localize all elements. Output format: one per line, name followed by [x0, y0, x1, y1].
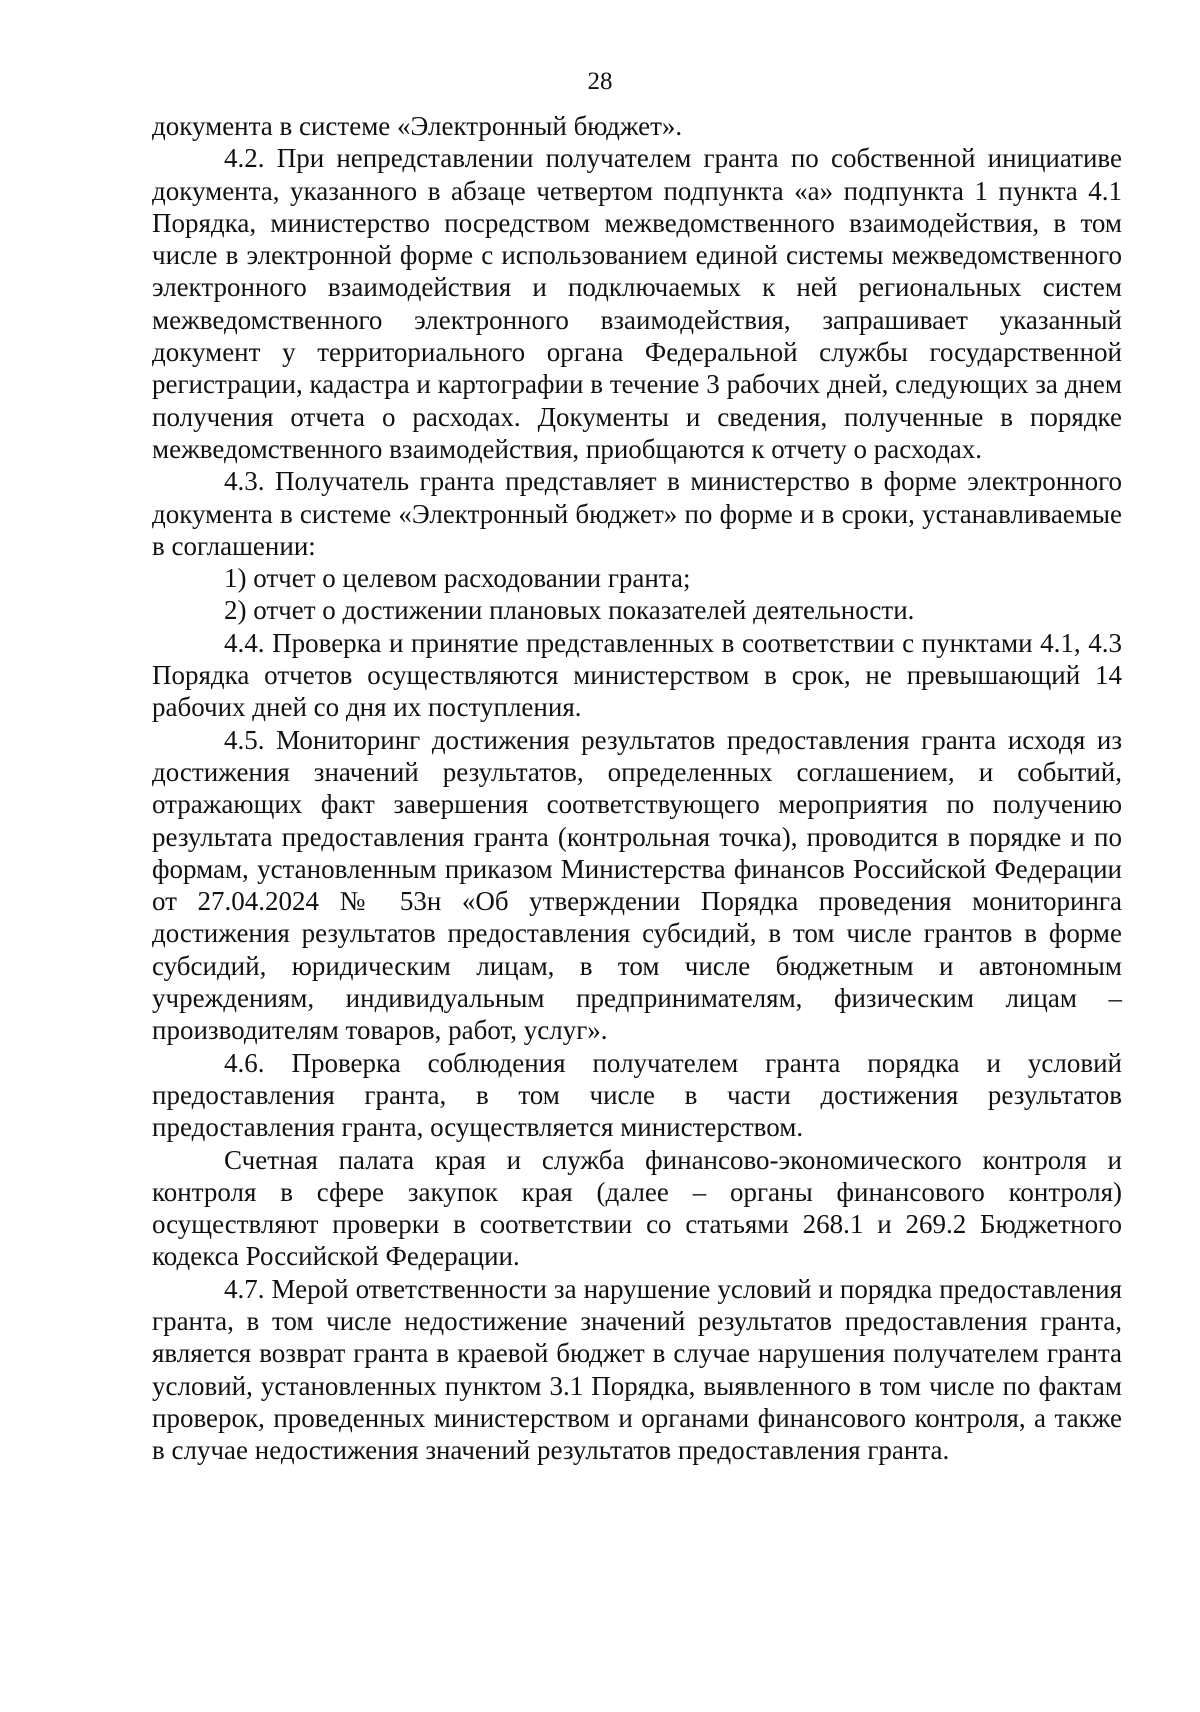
paragraph-4-4: 4.4. Проверка и принятие представленных в соответствии с пунктами 4.1, 4.3 Порядка отчетов осуществляются министерством в срок, не превышающий 14 рабочих дней со дня их поступления. [152, 627, 1122, 723]
paragraph-audit-chamber: Счетная палата края и служба финансово-экономического контроля и контроля в сфере закупок края (далее – органы финансового контроля) осуществляют проверки в соответствии со статьями 268.1 и 269.2 Бюджетного кодекса Российской Федерации. [152, 1144, 1122, 1272]
list-item-2: 2) отчет о достижении плановых показателей деятельности. [224, 595, 915, 626]
list-item-1: 1) отчет о целевом расходовании гранта; [224, 563, 691, 594]
paragraph-4-7: 4.7. Мерой ответственности за нарушение условий и порядка предоставления гранта, в том числе недостижение значений результатов предоставления гранта, является возврат гранта в краевой бюджет в случае нарушения получателем гранта условий, установленных пунктом 3.1 Порядка, выявленного в том числе по фактам проверок, проведенных министерством и органами финансового контроля, а также в случае недостижения значений результатов предоставления гранта. [152, 1273, 1122, 1466]
paragraph-4-5: 4.5. Мониторинг достижения результатов предоставления гранта исходя из достижения значений результатов, определенных соглашением, и событий, отражающих факт завершения соответствующего мероприятия по получению результата предоставления гранта (контрольная точка), проводится в порядке и по формам, установленным приказом Министерства финансов Российской Федерации от 27.04.2024 № 53н «Об утверждении Порядка проведения мониторинга достижения результатов предоставления субсидий, в том числе грантов в форме субсидий, юридическим лицам, в том числе бюджетным и автономным учреждениям, индивидуальным предпринимателям, физическим лицам – производителям товаров, работ, услуг». [152, 724, 1122, 1046]
paragraph-4-2: 4.2. При непредставлении получателем гранта по собственной инициативе документа, указанного в абзаце четвертом подпункта «а» подпункта 1 пункта 4.1 Порядка, министерство посредством межведомственного взаимодействия, в том числе в электронной форме с использованием единой системы межведомственного электронного взаимодействия и подключаемых к ней региональных систем межведомственного электронного взаимодействия, запрашивает указанный документ у территориального органа Федеральной службы государственной регистрации, кадастра и картографии в течение 3 рабочих дней, следующих за днем получения отчета о расходах. Документы и сведения, полученные в порядке межведомственного взаимодействия, приобщаются к отчету о расходах. [152, 143, 1122, 464]
paragraph-continuation: документа в системе «Электронный бюджет». [152, 111, 683, 141]
paragraph-4-6: 4.6. Проверка соблюдения получателем гранта порядка и условий предоставления гранта, в том числе в части достижения результатов предоставления гранта, осуществляется министерством. [152, 1047, 1122, 1143]
document-body [152, 110, 1122, 1466]
paragraph-4-3: 4.3. Получатель гранта представляет в министерство в форме электронного документа в системе «Электронный бюджет» по форме и в сроки, устанавливаемые в соглашении: [152, 466, 1122, 561]
page-number: 28 [587, 68, 613, 95]
